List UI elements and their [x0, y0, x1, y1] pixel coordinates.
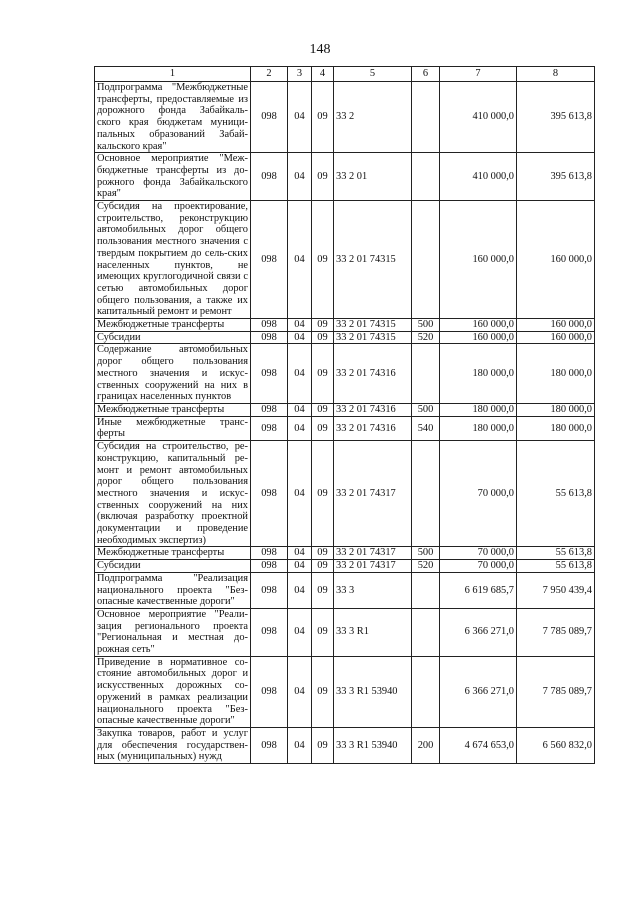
row-section: 04 [288, 441, 312, 547]
row-amount-year-2: 6 560 832,0 [517, 727, 595, 763]
row-section: 04 [288, 572, 312, 608]
row-admin-code: 098 [251, 560, 288, 573]
row-section: 04 [288, 547, 312, 560]
row-amount-year-2: 7 785 089,7 [517, 608, 595, 656]
row-admin-code: 098 [251, 441, 288, 547]
row-target-article: 33 2 01 [334, 153, 412, 201]
row-section: 04 [288, 560, 312, 573]
row-amount-year-1: 160 000,0 [440, 319, 517, 332]
row-name: Межбюджетные трансферты [95, 547, 251, 560]
row-amount-year-2: 55 613,8 [517, 560, 595, 573]
row-subsection: 09 [312, 560, 334, 573]
row-expense-type: 520 [412, 560, 440, 573]
column-header: 2 [251, 67, 288, 82]
row-section: 04 [288, 153, 312, 201]
row-expense-type [412, 201, 440, 319]
row-amount-year-2: 395 613,8 [517, 82, 595, 153]
row-target-article: 33 2 01 74315 [334, 331, 412, 344]
row-amount-year-1: 410 000,0 [440, 82, 517, 153]
row-target-article: 33 3 R1 53940 [334, 656, 412, 727]
row-admin-code: 098 [251, 608, 288, 656]
row-name: Содержание автомобильных дорог общего пользования местного значения и искус-ственных сооружений на них в границах населенных пунктов [95, 344, 251, 404]
row-section: 04 [288, 608, 312, 656]
row-section: 04 [288, 201, 312, 319]
row-target-article: 33 3 R1 53940 [334, 727, 412, 763]
row-section: 04 [288, 331, 312, 344]
row-target-article: 33 2 01 74317 [334, 560, 412, 573]
column-header: 1 [95, 67, 251, 82]
row-subsection: 09 [312, 82, 334, 153]
row-admin-code: 098 [251, 344, 288, 404]
row-subsection: 09 [312, 572, 334, 608]
row-section: 04 [288, 82, 312, 153]
row-admin-code: 098 [251, 727, 288, 763]
row-subsection: 09 [312, 416, 334, 440]
table-row [95, 82, 595, 153]
row-subsection: 09 [312, 656, 334, 727]
row-name: Подпрограмма "Межбюджетные трансферты, предоставляемые из дорожного фонда Забайкаль-ского края бюджетам муници-пальных образований Забай-кальского края" [95, 82, 251, 153]
row-expense-type [412, 656, 440, 727]
row-amount-year-2: 160 000,0 [517, 319, 595, 332]
row-admin-code: 098 [251, 201, 288, 319]
row-amount-year-1: 70 000,0 [440, 441, 517, 547]
row-expense-type: 500 [412, 547, 440, 560]
row-amount-year-2: 7 950 439,4 [517, 572, 595, 608]
row-name: Субсидии [95, 560, 251, 573]
row-section: 04 [288, 344, 312, 404]
row-amount-year-2: 180 000,0 [517, 416, 595, 440]
table-row [95, 416, 595, 440]
row-name: Приведение в нормативное со-стояние автомобильных дорог и искусственных дорожных со-оружений в рамках реализации национального проекта "Без-опасные качественные дороги" [95, 656, 251, 727]
row-admin-code: 098 [251, 153, 288, 201]
row-name: Основное мероприятие "Меж-бюджетные трансферты из до-рожного фонда Забайкальского края" [95, 153, 251, 201]
row-expense-type [412, 441, 440, 547]
row-subsection: 09 [312, 403, 334, 416]
row-name: Основное мероприятие "Реали-зация регионального проекта "Региональная и местная до-рожная сеть" [95, 608, 251, 656]
row-section: 04 [288, 727, 312, 763]
table-row [95, 547, 595, 560]
row-amount-year-1: 6 619 685,7 [440, 572, 517, 608]
row-amount-year-2: 55 613,8 [517, 441, 595, 547]
row-target-article: 33 2 [334, 82, 412, 153]
row-amount-year-2: 395 613,8 [517, 153, 595, 201]
row-amount-year-1: 180 000,0 [440, 344, 517, 404]
row-amount-year-1: 6 366 271,0 [440, 608, 517, 656]
row-subsection: 09 [312, 201, 334, 319]
table-row [95, 201, 595, 319]
row-amount-year-1: 410 000,0 [440, 153, 517, 201]
row-admin-code: 098 [251, 403, 288, 416]
row-amount-year-2: 55 613,8 [517, 547, 595, 560]
row-amount-year-2: 7 785 089,7 [517, 656, 595, 727]
column-header: 8 [517, 67, 595, 82]
table-row [95, 403, 595, 416]
row-expense-type [412, 153, 440, 201]
row-expense-type [412, 608, 440, 656]
row-amount-year-2: 160 000,0 [517, 201, 595, 319]
row-subsection: 09 [312, 441, 334, 547]
row-amount-year-1: 180 000,0 [440, 416, 517, 440]
row-subsection: 09 [312, 547, 334, 560]
row-section: 04 [288, 416, 312, 440]
row-expense-type: 200 [412, 727, 440, 763]
row-expense-type: 500 [412, 403, 440, 416]
table-row [95, 331, 595, 344]
row-subsection: 09 [312, 727, 334, 763]
column-header: 6 [412, 67, 440, 82]
row-amount-year-1: 70 000,0 [440, 560, 517, 573]
table-row [95, 441, 595, 547]
table-row [95, 560, 595, 573]
table-row [95, 608, 595, 656]
row-name: Закупка товаров, работ и услуг для обеспечения государствен-ных (муниципальных) нужд [95, 727, 251, 763]
row-amount-year-2: 180 000,0 [517, 403, 595, 416]
row-admin-code: 098 [251, 319, 288, 332]
row-admin-code: 098 [251, 331, 288, 344]
row-admin-code: 098 [251, 416, 288, 440]
row-name: Субсидии [95, 331, 251, 344]
column-header: 3 [288, 67, 312, 82]
row-amount-year-1: 160 000,0 [440, 331, 517, 344]
row-admin-code: 098 [251, 82, 288, 153]
row-target-article: 33 2 01 74316 [334, 403, 412, 416]
table-row [95, 572, 595, 608]
page-number: 148 [309, 42, 331, 57]
row-amount-year-1: 70 000,0 [440, 547, 517, 560]
column-header: 7 [440, 67, 517, 82]
row-subsection: 09 [312, 331, 334, 344]
column-header: 5 [334, 67, 412, 82]
column-header: 4 [312, 67, 334, 82]
row-admin-code: 098 [251, 656, 288, 727]
header-row [95, 67, 595, 82]
row-subsection: 09 [312, 344, 334, 404]
row-amount-year-1: 4 674 653,0 [440, 727, 517, 763]
row-section: 04 [288, 319, 312, 332]
row-section: 04 [288, 403, 312, 416]
row-admin-code: 098 [251, 547, 288, 560]
row-target-article: 33 2 01 74316 [334, 416, 412, 440]
row-amount-year-2: 160 000,0 [517, 331, 595, 344]
row-section: 04 [288, 656, 312, 727]
row-subsection: 09 [312, 153, 334, 201]
row-expense-type [412, 572, 440, 608]
row-target-article: 33 3 R1 [334, 608, 412, 656]
table-row [95, 153, 595, 201]
row-name: Иные межбюджетные транс-ферты [95, 416, 251, 440]
row-target-article: 33 2 01 74317 [334, 547, 412, 560]
row-target-article: 33 2 01 74315 [334, 201, 412, 319]
table-row [95, 344, 595, 404]
table-row [95, 319, 595, 332]
row-subsection: 09 [312, 319, 334, 332]
row-name: Межбюджетные трансферты [95, 403, 251, 416]
row-expense-type: 540 [412, 416, 440, 440]
table-row [95, 656, 595, 727]
row-amount-year-1: 160 000,0 [440, 201, 517, 319]
row-amount-year-1: 180 000,0 [440, 403, 517, 416]
budget-table [94, 66, 595, 764]
row-name: Подпрограмма "Реализация национального проекта "Без-опасные качественные дороги" [95, 572, 251, 608]
row-name: Межбюджетные трансферты [95, 319, 251, 332]
row-expense-type: 520 [412, 331, 440, 344]
row-expense-type [412, 344, 440, 404]
row-admin-code: 098 [251, 572, 288, 608]
row-target-article: 33 2 01 74317 [334, 441, 412, 547]
row-amount-year-2: 180 000,0 [517, 344, 595, 404]
row-target-article: 33 2 01 74316 [334, 344, 412, 404]
row-name: Субсидия на проектирование, строительство, реконструкцию автомобильных дорог общего пользования местного значения с твердым покрытием до сель-ских населенных пунктов, не имеющих круглогодичной связи с сетью автомобильных дорог общего пользования, а также их капитальный ремонт и ремонт [95, 201, 251, 319]
row-name: Субсидия на строительство, ре-конструкцию, капитальный ре-монт и ремонт автомобильных дорог общего пользования местного значения и искус-ственных сооружений на них (включая разработку проектной документации и проведение необходимых экспертиз) [95, 441, 251, 547]
row-expense-type [412, 82, 440, 153]
row-subsection: 09 [312, 608, 334, 656]
row-target-article: 33 3 [334, 572, 412, 608]
table-row [95, 727, 595, 763]
row-expense-type: 500 [412, 319, 440, 332]
row-amount-year-1: 6 366 271,0 [440, 656, 517, 727]
row-target-article: 33 2 01 74315 [334, 319, 412, 332]
